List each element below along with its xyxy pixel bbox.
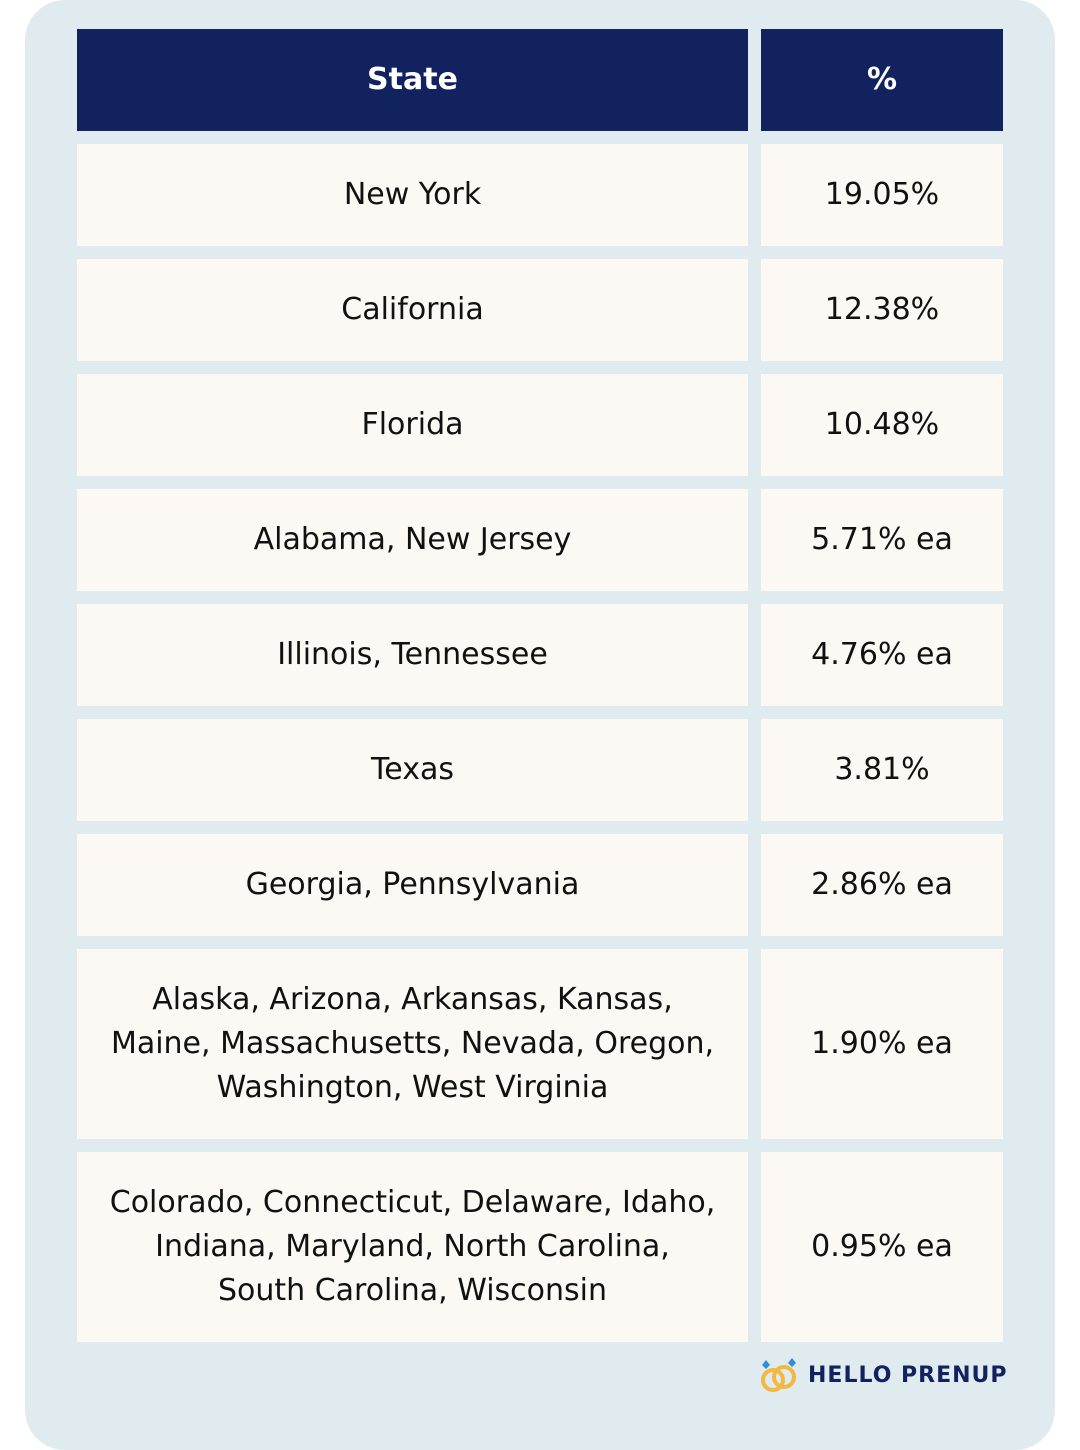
table-cell-percent: 19.05%	[761, 144, 1003, 246]
header-percent: %	[761, 29, 1003, 131]
brand-logo	[758, 1355, 1008, 1397]
table-cell-state: Illinois, Tennessee	[77, 604, 748, 706]
table-cell-percent: 1.90% ea	[761, 949, 1003, 1139]
table-cell-percent: 3.81%	[761, 719, 1003, 821]
table-cell-state: California	[77, 259, 748, 361]
table-cell-state: Georgia, Pennsylvania	[77, 834, 748, 936]
table-cell-percent: 5.71% ea	[761, 489, 1003, 591]
header-state: State	[77, 29, 748, 131]
data-table	[77, 29, 1003, 1342]
table-cell-state: Texas	[77, 719, 748, 821]
interlocked-rings-icon	[758, 1355, 800, 1397]
brand-name: HELLO PRENUP	[808, 1363, 1008, 1388]
table-cell-state: Colorado, Connecticut, Delaware, Idaho, Indiana, Maryland, North Carolina, South Carolina, Wisconsin	[77, 1152, 748, 1342]
table-card	[25, 0, 1055, 1450]
table-cell-percent: 0.95% ea	[761, 1152, 1003, 1342]
table-cell-percent: 4.76% ea	[761, 604, 1003, 706]
table-cell-percent: 12.38%	[761, 259, 1003, 361]
table-cell-state: Alaska, Arizona, Arkansas, Kansas, Maine, Massachusetts, Nevada, Oregon, Washington, West Virginia	[77, 949, 748, 1139]
table-cell-state: New York	[77, 144, 748, 246]
table-cell-state: Florida	[77, 374, 748, 476]
table-cell-percent: 10.48%	[761, 374, 1003, 476]
table-cell-percent: 2.86% ea	[761, 834, 1003, 936]
table-cell-state: Alabama, New Jersey	[77, 489, 748, 591]
